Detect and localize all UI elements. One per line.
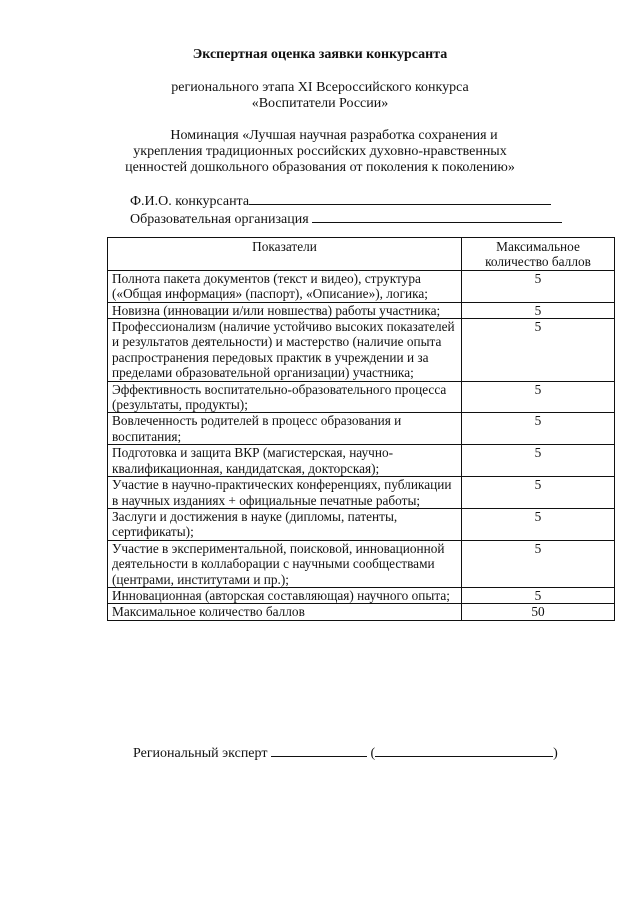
points-cell: 5	[462, 270, 615, 302]
table-row	[108, 477, 615, 509]
contest-subtitle	[0, 80, 640, 112]
points-cell: 5	[462, 381, 615, 413]
paren-open: (	[370, 746, 376, 761]
table-row	[108, 413, 615, 445]
criteria-table	[107, 237, 615, 621]
total-label: Максимальное количество баллов	[108, 604, 462, 620]
table-row	[108, 540, 615, 587]
indicator-cell: Участие в экспериментальной, поисковой, инновационной деятельности в коллаборации с научными сообществами (центрами, институтами и пр.);	[108, 540, 462, 587]
indicator-cell: Профессионализм (наличие устойчиво высоких показателей и результатов деятельности) и мастерство (наличие опыта распространения передовых практик в учреждении и за пределами образовательной организации) участника;	[108, 319, 462, 382]
points-cell: 5	[462, 508, 615, 540]
total-row	[108, 604, 615, 620]
indicator-cell: Участие в научно-практических конференциях, публикации в научных изданиях + официальные печатные работы;	[108, 477, 462, 509]
header-max-points: Максимальное количество баллов	[462, 238, 615, 271]
points-cell: 5	[462, 319, 615, 382]
fio-label: Ф.И.О. конкурсанта	[130, 194, 250, 209]
indicator-cell: Инновационная (авторская составляющая) научного опыта;	[108, 587, 462, 603]
table-row	[108, 302, 615, 318]
points-cell: 5	[462, 587, 615, 603]
table-header-row	[108, 238, 615, 271]
table-row	[108, 381, 615, 413]
paren-close: )	[553, 746, 558, 761]
points-cell: 5	[462, 413, 615, 445]
table-row	[108, 508, 615, 540]
indicator-cell: Эффективность воспитательно-образовательного процесса (результаты, продукты);	[108, 381, 462, 413]
subtitle-line-2: «Воспитатели России»	[251, 96, 389, 111]
total-value: 50	[462, 604, 615, 620]
indicator-cell: Новизна (инновации и/или новшества) работы участника;	[108, 302, 462, 318]
name-blank-line	[375, 744, 553, 757]
indicator-cell: Вовлеченность родителей в процесс образования и воспитания;	[108, 413, 462, 445]
fio-blank-line	[249, 192, 551, 205]
table-row	[108, 319, 615, 382]
points-cell: 5	[462, 540, 615, 587]
indicator-cell: Заслуги и достижения в науке (дипломы, патенты, сертификаты);	[108, 508, 462, 540]
header-indicator: Показатели	[108, 238, 462, 271]
participant-fields	[130, 192, 562, 228]
org-label: Образовательная организация	[130, 212, 309, 227]
indicator-cell: Полнота пакета документов (текст и видео), структура («Общая информация» (паспорт), «Описание»), логика;	[108, 270, 462, 302]
points-cell: 5	[462, 302, 615, 318]
table-row	[108, 445, 615, 477]
fio-row	[130, 192, 562, 210]
expert-signature	[133, 744, 558, 762]
points-cell: 5	[462, 477, 615, 509]
org-blank-line	[312, 210, 562, 223]
points-cell: 5	[462, 445, 615, 477]
indicator-cell: Подготовка и защита ВКР (магистерская, научно-квалификационная, кандидатская, докторская);	[108, 445, 462, 477]
nomination-text: Номинация «Лучшая научная разработка сохранения и укрепления традиционных российских духовно-нравственных ценностей дошкольного образования от поколения к поколению»	[125, 128, 515, 175]
table-row	[108, 270, 615, 302]
expert-label: Региональный эксперт	[133, 746, 268, 761]
table-row	[108, 587, 615, 603]
subtitle-line-1: регионального этапа XI Всероссийского конкурса	[171, 80, 469, 95]
org-row	[130, 210, 562, 228]
signature-blank-line	[271, 744, 367, 757]
document-title: Экспертная оценка заявки конкурсанта	[192, 47, 448, 62]
